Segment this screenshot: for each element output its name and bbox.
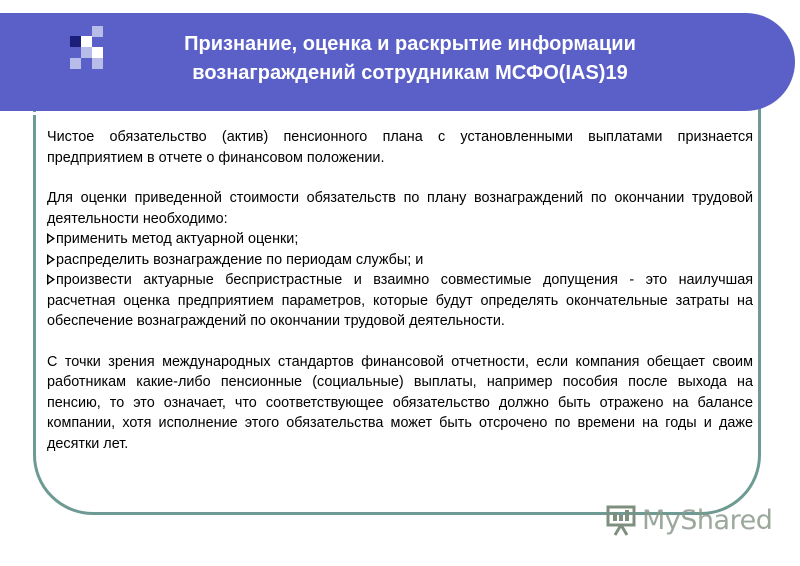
slide-title xyxy=(130,30,690,88)
bullet-item xyxy=(47,250,753,271)
arrow-bullet-icon xyxy=(47,274,55,285)
body-text xyxy=(47,127,753,454)
bullet-text: произвести актуарные беспристрастные и взаимно совместимые допущения - это наилучшая расчетная оценка предприятием параметров, которые будут определять окончательные затраты на обеспечение вознаграждений по окончании трудовой деятельности. xyxy=(47,272,753,329)
header-underline xyxy=(0,112,707,115)
arrow-bullet-icon xyxy=(47,233,55,244)
paragraph-1: Чистое обязательство (актив) пенсионного плана с установленными выплатами признается предприятием в отчете о финансовом положении. xyxy=(47,129,753,166)
paragraph-3: С точки зрения международных стандартов финансовой отчетности, если компания обещает своим работникам какие-либо пенсионные (социальные) выплаты, например пособия после выхода на пенсию, то это означает, что соответствующее обязательство должно быть отражено на балансе компании, хотя исполнение этого обязательства может быть отсрочено по времени на годы и даже десятки лет. xyxy=(47,353,753,452)
watermark-text: MyShared xyxy=(642,504,773,536)
decorative-squares-icon xyxy=(62,26,114,76)
bullet-item xyxy=(47,270,753,332)
bullet-item xyxy=(47,229,753,250)
title-line-2: вознаграждений сотрудникам МСФО(IAS)19 xyxy=(192,62,628,84)
bullet-text: применить метод актуарной оценки; xyxy=(56,231,299,247)
watermark xyxy=(605,500,772,540)
bullet-text: распределить вознаграждение по периодам службы; и xyxy=(56,251,424,268)
presentation-board-icon xyxy=(605,503,639,537)
arrow-bullet-icon xyxy=(47,254,55,265)
paragraph-2: Для оценки приведенной стоимости обязательств по плану вознаграждений по окончании трудовой деятельности необходимо: xyxy=(47,190,753,227)
title-line-1: Признание, оценка и раскрытие информации xyxy=(184,33,636,55)
